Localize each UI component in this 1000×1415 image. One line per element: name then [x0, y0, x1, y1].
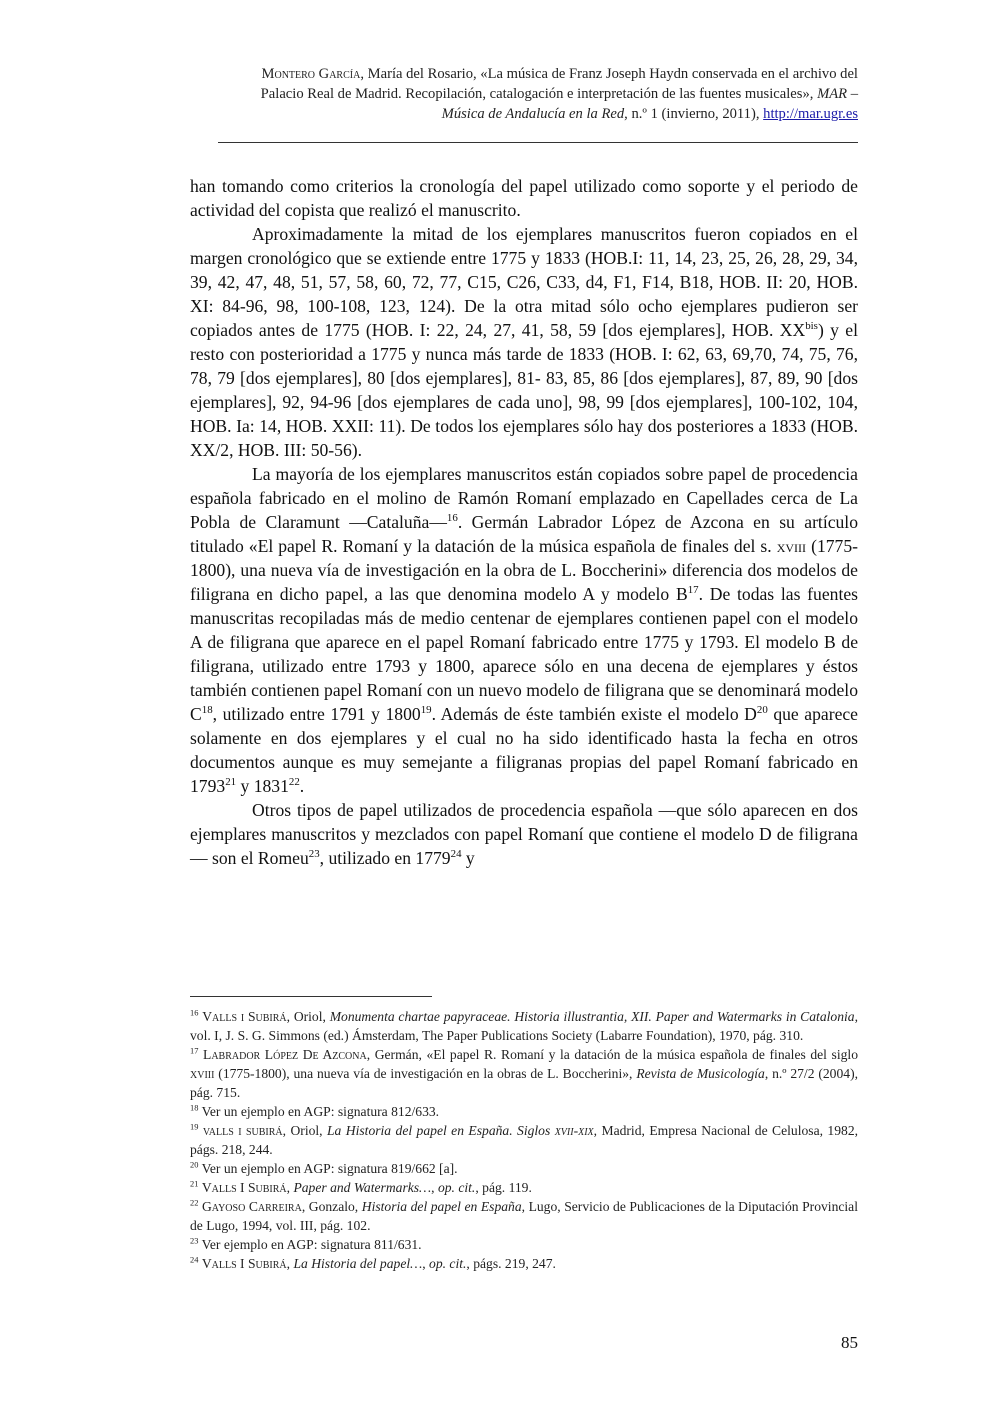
- paragraph-2: [190, 222, 858, 462]
- header-url-link[interactable]: http://mar.ugr.es: [763, 106, 858, 122]
- footnote-ref-24[interactable]: 24: [450, 848, 462, 861]
- paragraph-4: [190, 798, 858, 870]
- footnote-author: Valls I Subirá: [201, 1180, 287, 1195]
- footnote-author: Valls I Subirá: [201, 1256, 287, 1271]
- footnote-number: 19: [190, 1121, 199, 1132]
- body-text: [190, 174, 858, 870]
- paragraph-1: [190, 174, 858, 222]
- footnote-text: , Madrid, Empresa Nacional de Celulosa, 1982, págs. 218, 244.: [190, 1123, 859, 1157]
- footnote-text: , Oriol,: [286, 1009, 330, 1024]
- footnote-16: [190, 1007, 858, 1045]
- footnote-number: 17: [190, 1045, 199, 1056]
- footnote-ref-17[interactable]: 17: [687, 584, 699, 597]
- footnote-title: La Historia del papel…: [293, 1256, 423, 1271]
- footnotes: [190, 1007, 858, 1273]
- footnote-author: Gayoso Carreira: [201, 1199, 302, 1214]
- footnote-text: Ver ejemplo en AGP: signatura 811/631.: [201, 1237, 422, 1252]
- footnote-19: [190, 1121, 858, 1159]
- footnote-title: La Historia del papel en España. Siglos: [327, 1123, 555, 1138]
- header-issue: , n.º 1 (invierno, 2011),: [624, 106, 764, 122]
- paragraph-4-text-c: y: [461, 848, 475, 868]
- footnote-ref-18[interactable]: 18: [201, 704, 213, 717]
- footnote-number: 16: [190, 1007, 199, 1018]
- paragraph-4-text-a: Otros tipos de papel utilizados de procedencia española —que sólo aparecen en dos ejemplares manuscritos y mezclados con papel Romaní que contiene el modelo D de filigrana— son el Romeu: [190, 800, 858, 868]
- footnote-text: (1775-1800), una nueva vía de investigación en la obras de L. Boccherini»,: [214, 1066, 637, 1081]
- footnote-number: 22: [190, 1197, 199, 1208]
- footnote-ref-20[interactable]: 20: [756, 704, 768, 717]
- footnote-text: Ver un ejemplo en AGP: signatura 819/662 [a].: [201, 1161, 458, 1176]
- paragraph-3-text-a: La mayoría de los ejemplares manuscritos están copiados sobre papel de procedencia española fabricado en el molino de Ramón Romaní emplazado en Capellades cerca de La Pobla de Claramunt —Cataluña—: [190, 464, 858, 532]
- paragraph-3-text-b: . Germán Labrador López de Azcona en su artículo titulado «El papel R. Romaní y la datación de la música española de finales del s.: [190, 512, 858, 556]
- footnote-text: ,: [431, 1180, 438, 1195]
- header-author: Montero García: [261, 66, 361, 82]
- footnote-text: , vol. I, J. S. G. Simmons (ed.) Ámsterdam, The Paper Publications Society (Labarre Foundation), 1970, pág. 310.: [190, 1009, 858, 1043]
- header-journal: MAR – Música de Andalucía en la Red: [441, 86, 858, 122]
- footnote-number: 23: [190, 1235, 199, 1246]
- century-numeral: xviii: [190, 1066, 215, 1081]
- footnote-text: ,: [422, 1256, 430, 1271]
- footnote-text: , Oriol,: [282, 1123, 327, 1138]
- footnote-ref-19[interactable]: 19: [420, 704, 432, 717]
- footnote-text: ,: [286, 1180, 294, 1195]
- paragraph-3-text-e: , utilizado entre 1791 y 1800: [212, 704, 421, 724]
- footnote-text: , Lugo, Servicio de Publicaciones de la Diputación Provincial de Lugo, 1994, vol. III, pág. 102.: [190, 1199, 858, 1233]
- footnote-number: 21: [190, 1178, 199, 1189]
- footnote-ref-21[interactable]: 21: [225, 776, 237, 789]
- paragraph-3-text-h: y 1831: [236, 776, 289, 796]
- footnote-text: ,: [286, 1256, 294, 1271]
- header-rule: [218, 142, 858, 143]
- footnote-24: [190, 1254, 858, 1273]
- footnote-22: [190, 1197, 858, 1235]
- footnote-rule: [190, 996, 432, 997]
- footnote-18: [190, 1102, 858, 1121]
- footnote-author: Valls i Subirá: [202, 1009, 287, 1024]
- page-number: 85: [841, 1333, 858, 1352]
- footnote-21: [190, 1178, 858, 1197]
- footnote-text: , págs. 219, 247.: [466, 1256, 556, 1271]
- paragraph-2-text-a: Aproximadamente la mitad de los ejemplares manuscritos fueron copiados en el margen cronológico que se extiende entre 1775 y 1833 (HOB.I: 11, 14, 23, 25, 26, 28, 29, 34, 39, 42, 47, 48, 51, 57, 58, 60, 72, 77, C15, C26, C33, d4, F1, F14, B18, HOB. II: 20, HOB. XI: 84-96, 98, 100-108, 123, 124). De la otra mitad sólo ocho ejemplares pudieron ser copiados antes de 1775 (HOB. I: 22, 24, 27, 41, 58, 59 [dos ejemplares], HOB. XX: [190, 224, 858, 340]
- footnote-number: 20: [190, 1159, 199, 1170]
- footnote-text: Ver un ejemplo en AGP: signatura 812/633.: [201, 1104, 440, 1119]
- footnote-title: Historia del papel en España: [361, 1199, 522, 1214]
- paragraph-1-text: han tomando como criterios la cronología del papel utilizado como soporte y el periodo de actividad del copista que realizó el manuscrito.: [190, 176, 858, 220]
- footnote-opcit: op. cit.: [429, 1256, 467, 1271]
- footnote-title: Revista de Musicología: [636, 1066, 765, 1081]
- paragraph-3-text-d: . De todas las fuentes manuscritas recopiladas más de medio centenar de ejemplares contienen papel con el modelo A de filigrana que aparece en el papel Romaní fabricado entre 1775 y 1793. El modelo B de filigrana, utilizado entre 1793 y 1800, aparece sólo en una decena de ejemplares y éstos también contienen papel Romaní con un nuevo modelo de filigrana que se denominará modelo C: [190, 584, 858, 724]
- footnote-title: Monumenta chartae papyraceae. Historia illustrantia, XII. Paper and Watermarks in Catalonia: [329, 1009, 855, 1024]
- running-header: [218, 64, 858, 124]
- paragraph-3-text-c: (1775-1800), una nueva vía de investigación en la obra de L. Boccherini» diferencia dos modelos de filigrana en dicho papel, a las que denomina modelo A y modelo B: [190, 536, 858, 604]
- footnote-17: [190, 1045, 858, 1102]
- footnote-title: Paper and Watermarks…: [293, 1180, 432, 1195]
- footnote-opcit: op. cit.: [437, 1180, 476, 1195]
- century-numeral: xvii-xix: [554, 1123, 594, 1138]
- footnote-ref-22[interactable]: 22: [288, 776, 300, 789]
- footnote-text: , Gonzalo,: [301, 1199, 362, 1214]
- footnote-number: 24: [190, 1254, 199, 1265]
- paragraph-3-text-f: . Además de éste también existe el modelo D: [431, 704, 757, 724]
- header-citation: , María del Rosario, «La música de Franz Joseph Haydn conservada en el archivo del Palacio Real de Madrid. Recopilación, catalogación e interpretación de las fuentes musicales»,: [260, 66, 858, 102]
- footnote-ref-23[interactable]: 23: [308, 848, 320, 861]
- footnote-author: valls i subirá: [202, 1123, 283, 1138]
- paragraph-3-text-g: que aparece solamente en dos ejemplares y el cual no ha sido identificado hasta la fecha en otros documentos aunque es muy semejante a filigranas propias del papel Romaní fabricado en 1793: [190, 704, 858, 796]
- footnote-number: 18: [190, 1102, 199, 1113]
- century-numeral: xviii: [776, 536, 807, 556]
- footnote-author: Labrador López De Azcona: [203, 1047, 367, 1062]
- footnote-text: , n.º 27/2 (2004), pág. 715.: [190, 1066, 858, 1100]
- footnote-text: , Germán, «El papel R. Romaní y la datación de la música española de finales del siglo: [366, 1047, 858, 1062]
- paragraph-3-text-i: .: [299, 776, 305, 796]
- paragraph-4-text-b: , utilizado en 1779: [319, 848, 451, 868]
- footnote-text: , pág. 119.: [475, 1180, 532, 1195]
- footnote-ref-16[interactable]: 16: [446, 512, 458, 525]
- paragraph-2-text-b: ) y el resto con posterioridad a 1775 y nunca más tarde de 1833 (HOB. I: 62, 63, 69,70, 74, 75, 76, 78, 79 [dos ejemplares], 80 [dos ejemplares], 81- 83, 85, 86 [dos ejemplares], 87, 89, 90 [dos ejemplares], 92, 94-96 [dos ejemplares de cada uno], 98, 99 [dos ejemplares], 100-102, 104, HOB. Ia: 14, HOB. XXII: 11). De todos los ejemplares sólo hay dos posteriores a 1833 (HOB. XX/2, HOB. III: 50-56).: [190, 320, 858, 460]
- footnote-23: [190, 1235, 858, 1254]
- footnote-20: [190, 1159, 858, 1178]
- superscript-bis: bis: [805, 320, 818, 333]
- paragraph-3: [190, 462, 858, 798]
